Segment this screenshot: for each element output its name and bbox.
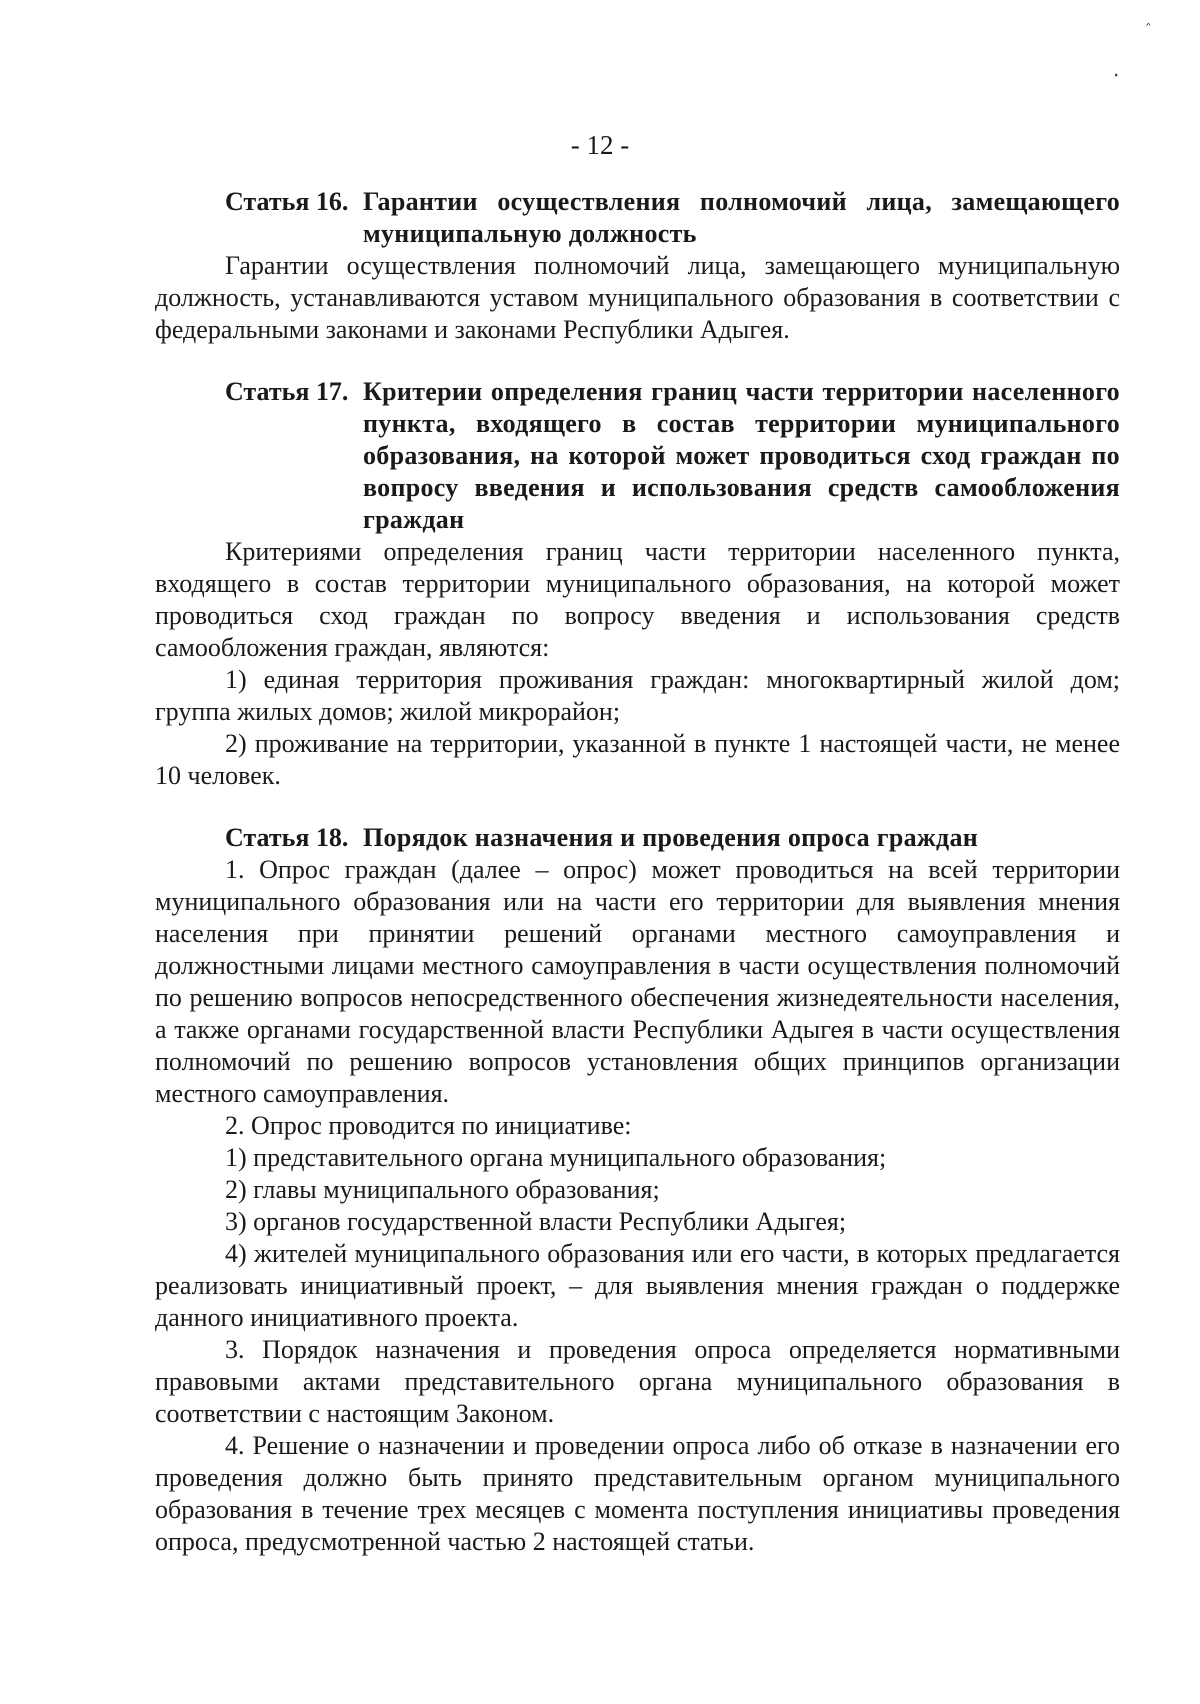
document-body — [155, 186, 1120, 1558]
article-title: Критерии определения границ части территории населенного пункта, входящего в состав территории муниципального образования, на которой может проводиться сход граждан по вопросу введения и использования средств самообложения граждан — [363, 377, 1120, 534]
paragraph: 1. Опрос граждан (далее – опрос) может проводиться на всей территории муниципального образования или на части его территории для выявления мнения населения при принятии решений органами местного самоуправления и должностными лицами местного самоуправления в части осуществления полномочий по решению вопросов непосредственного обеспечения жизнедеятельности населения, а также органами государственной власти Республики Адыгея в части осуществления полномочий по решению вопросов установления общих принципов организации местного самоуправления. — [155, 855, 1120, 1108]
article-title: Гарантии осуществления полномочий лица, замещающего муниципальную должность — [363, 187, 1120, 248]
article-title: Порядок назначения и проведения опроса граждан — [363, 823, 979, 852]
paragraph: Критериями определения границ части территории населенного пункта, входящего в состав территории муниципального образования, на которой может проводиться сход граждан по вопросу введения и использования средств самообложения граждан, являются: — [155, 537, 1120, 662]
scan-mark: ꞏ — [1114, 69, 1119, 84]
article-17 — [155, 376, 1120, 792]
list-item: 2) главы муниципального образования; — [225, 1175, 660, 1204]
article-heading — [155, 376, 1120, 536]
paragraph: 2. Опрос проводится по инициативе: — [225, 1111, 632, 1140]
article-number: Статья 18. — [225, 823, 349, 852]
article-heading — [155, 822, 1120, 854]
list-item: 1) представительного органа муниципального образования; — [225, 1143, 887, 1172]
paragraph: 4. Решение о назначении и проведении опроса либо об отказе в назначении его проведения должно быть принято представительным органом муниципального образования в течение трех месяцев с момента поступления инициативы проведения опроса, предусмотренной частью 2 настоящей статьи. — [155, 1431, 1120, 1556]
list-item: 2) проживание на территории, указанной в пункте 1 настоящей части, не менее 10 человек. — [155, 729, 1120, 790]
list-item: 4) жителей муниципального образования или его части, в которых предлагается реализовать инициативный проект, – для выявления мнения граждан о поддержке данного инициативного проекта. — [155, 1239, 1120, 1332]
article-18 — [155, 822, 1120, 1558]
paragraph: Гарантии осуществления полномочий лица, замещающего муниципальную должность, устанавливаются уставом муниципального образования в соответствии с федеральными законами и законами Республики Адыгея. — [155, 251, 1120, 344]
article-16 — [155, 186, 1120, 346]
list-item: 1) единая территория проживания граждан: многоквартирный жилой дом; группа жилых домов; жилой микрорайон; — [155, 665, 1120, 726]
scan-mark: ‸ — [1146, 11, 1151, 26]
article-number: Статья 16. — [225, 187, 349, 216]
article-heading — [155, 186, 1120, 250]
page-number: - 12 - — [570, 130, 630, 160]
paragraph: 3. Порядок назначения и проведения опроса определяется нормативными правовыми актами представительного органа муниципального образования в соответствии с настоящим Законом. — [155, 1335, 1120, 1428]
article-number: Статья 17. — [225, 377, 349, 406]
list-item: 3) органов государственной власти Республики Адыгея; — [225, 1207, 847, 1236]
